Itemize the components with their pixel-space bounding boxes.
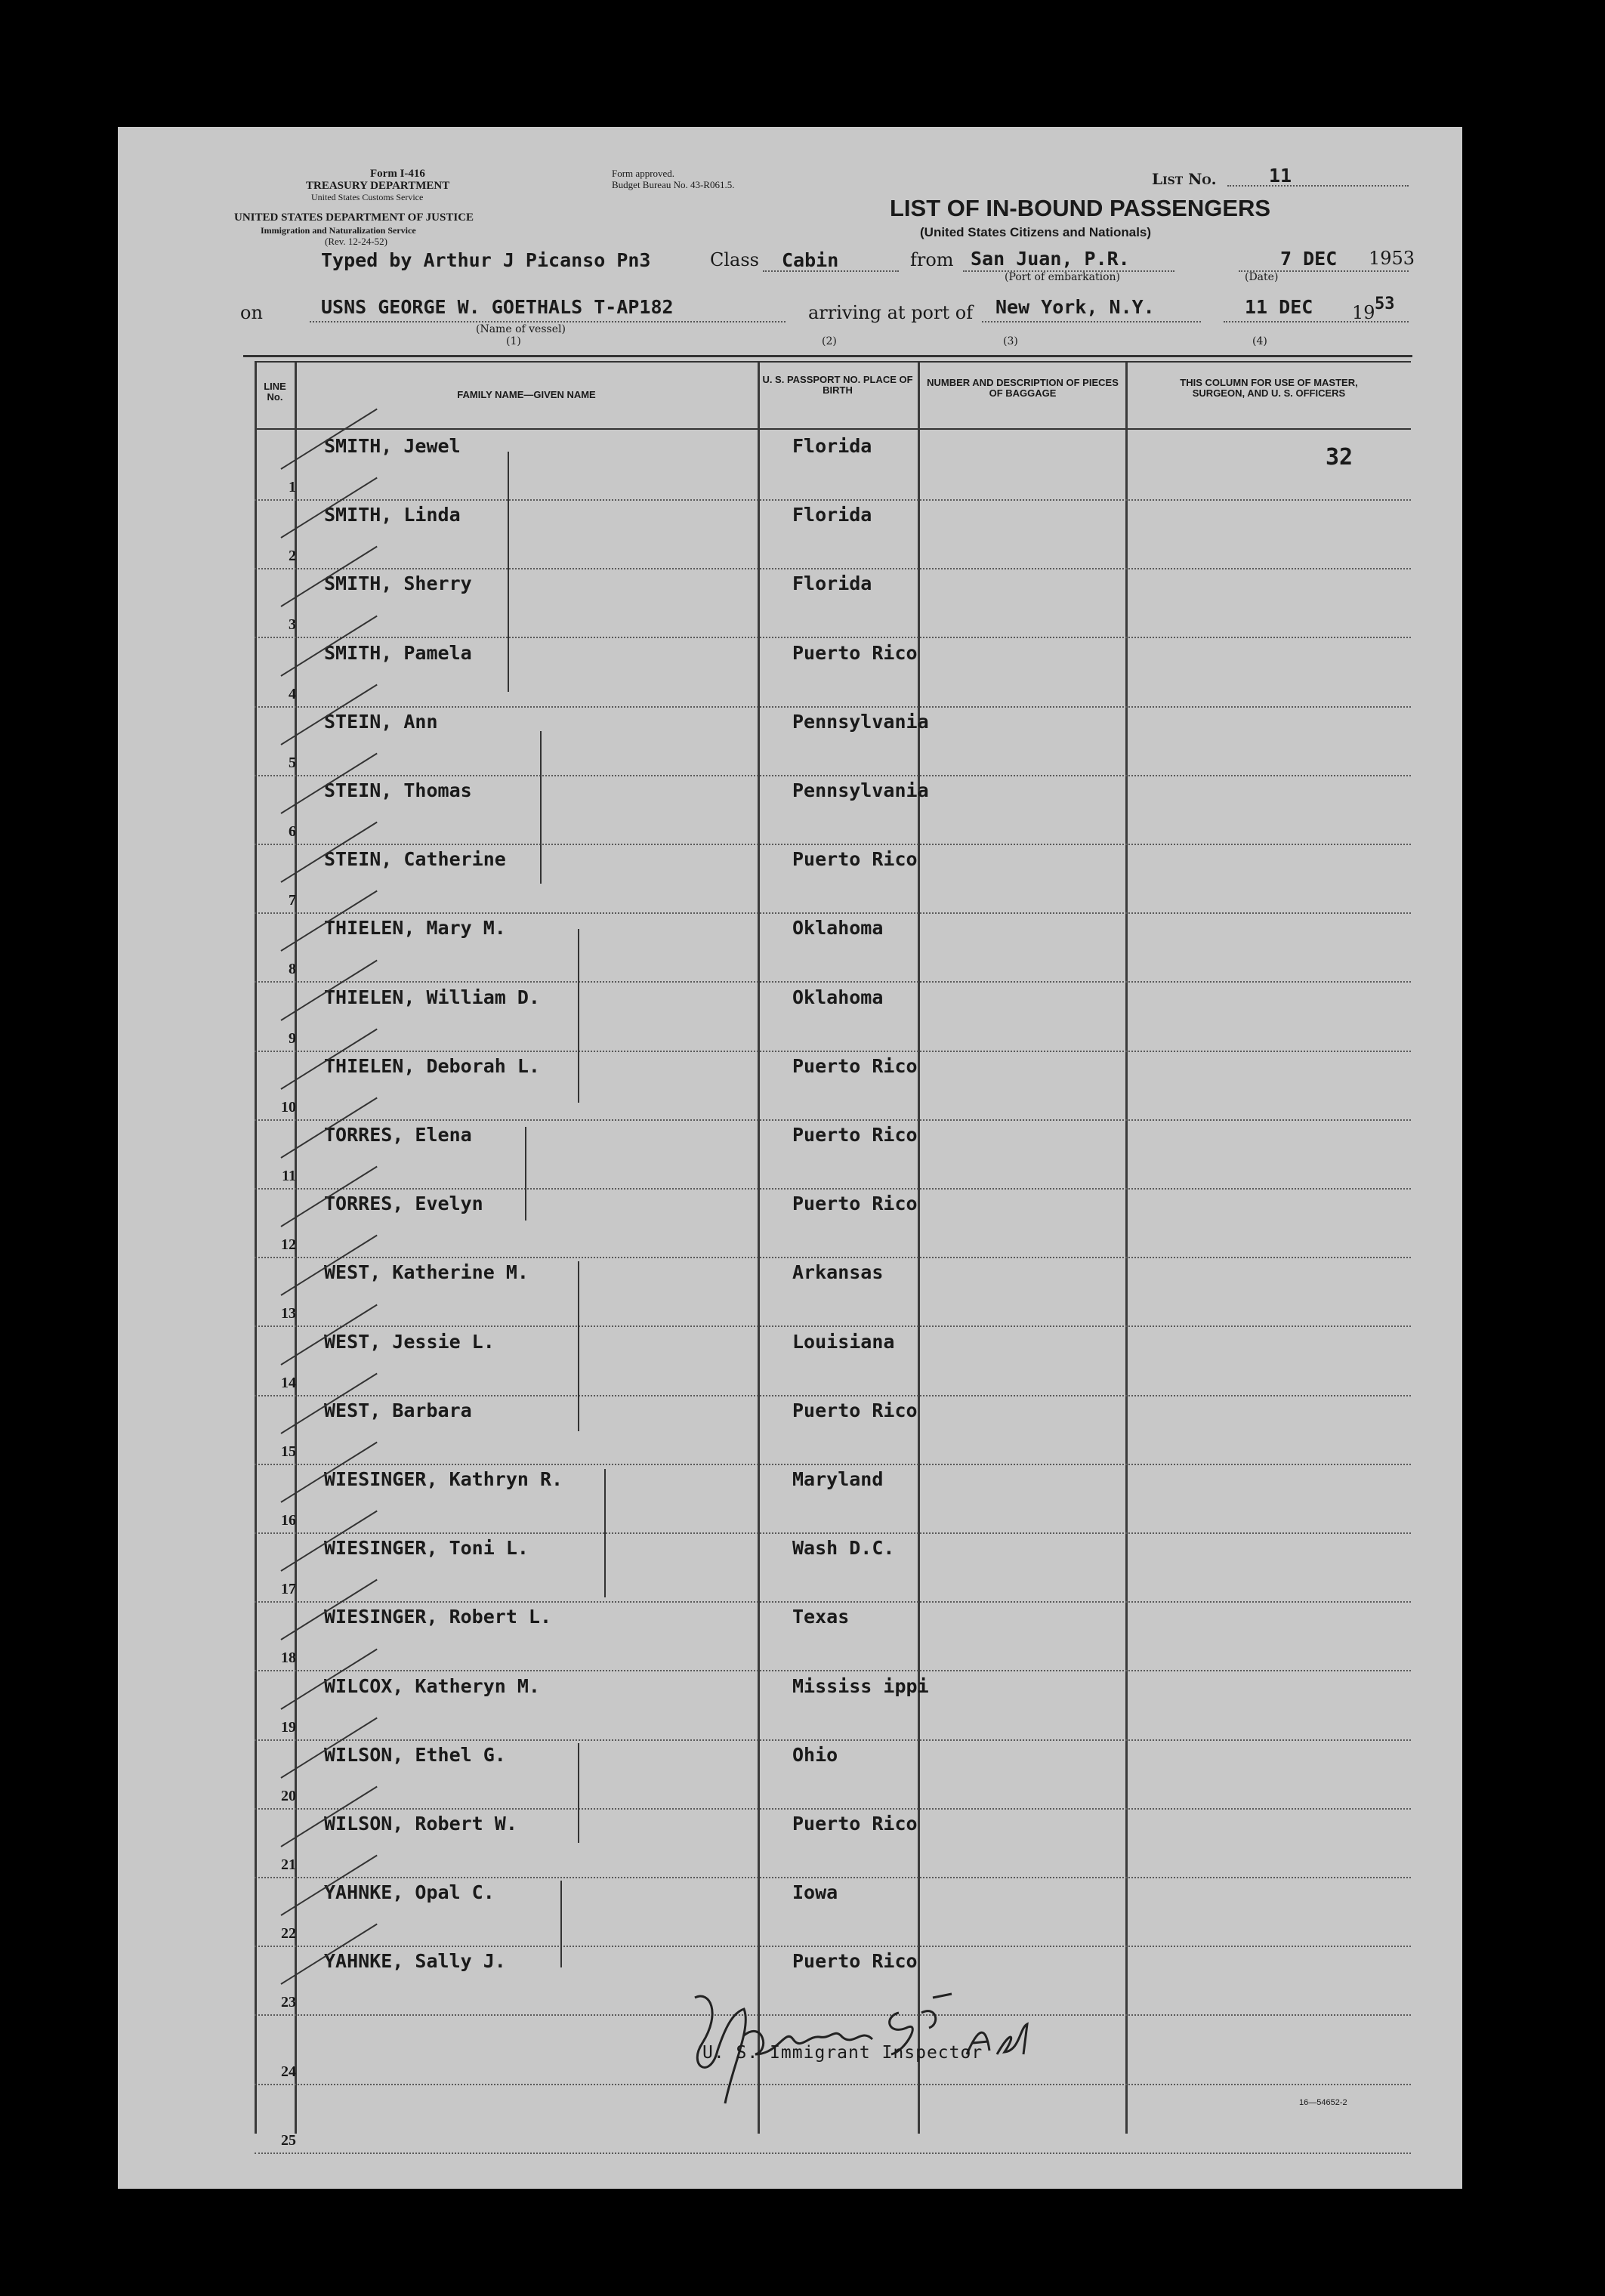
passenger-name: SMITH, Pamela bbox=[324, 641, 472, 664]
passenger-name: YAHNKE, Opal C. bbox=[324, 1881, 495, 1904]
place-of-birth: Pennsylvania bbox=[792, 710, 929, 733]
line-number: 9 bbox=[289, 1029, 296, 1047]
class-label: Class bbox=[710, 249, 759, 270]
line-number: 15 bbox=[281, 1443, 296, 1460]
col-header-baggage: NUMBER AND DESCRIPTION OF PIECES OF BAGGAGE bbox=[927, 377, 1119, 399]
place-of-birth: Pennsylvania bbox=[792, 779, 929, 801]
inspector-caption: U. S. Immigrant Inspector bbox=[702, 2043, 983, 2063]
passenger-name: SMITH, Jewel bbox=[324, 435, 461, 457]
table-row bbox=[255, 1465, 1411, 1534]
place-of-birth: Arkansas bbox=[792, 1261, 884, 1284]
on-label: on bbox=[240, 302, 263, 323]
ins-title: Immigration and Naturalization Service bbox=[261, 225, 416, 236]
place-of-birth: Mississ ippi bbox=[792, 1674, 929, 1697]
passenger-name: WILSON, Ethel G. bbox=[324, 1743, 506, 1766]
col-header-name: FAMILY NAME—GIVEN NAME bbox=[457, 389, 596, 400]
arrival-port: New York, N.Y. bbox=[995, 296, 1155, 318]
line-number: 19 bbox=[281, 1718, 296, 1736]
place-of-birth: Puerto Rico bbox=[792, 1399, 918, 1421]
place-of-birth: Puerto Rico bbox=[792, 641, 918, 664]
passenger-name: STEIN, Ann bbox=[324, 710, 438, 733]
line-number: 20 bbox=[281, 1787, 296, 1804]
col-header-officers: THIS COLUMN FOR USE OF MASTER, SURGEON, AND U. S. OFFICERS bbox=[1180, 377, 1358, 399]
typist: Typed by Arthur J Picanso Pn3 bbox=[321, 249, 651, 271]
table-row bbox=[255, 914, 1411, 983]
table-row bbox=[255, 1258, 1411, 1327]
table-row bbox=[255, 501, 1411, 569]
line-number: 17 bbox=[281, 1581, 296, 1598]
table-row bbox=[255, 1121, 1411, 1190]
vessel-caption: (Name of vessel) bbox=[476, 323, 566, 335]
place-of-birth: Iowa bbox=[792, 1881, 838, 1904]
embark-date: 7 DEC bbox=[1280, 248, 1338, 270]
passenger-name: THIELEN, Deborah L. bbox=[324, 1054, 540, 1077]
passenger-name: STEIN, Thomas bbox=[324, 779, 472, 801]
passenger-name: WEST, Katherine M. bbox=[324, 1261, 529, 1284]
family-bracket bbox=[540, 731, 542, 884]
table-row bbox=[255, 1741, 1411, 1810]
budget-bureau: Budget Bureau No. 43-R061.5. bbox=[612, 179, 735, 190]
treasury-dept: TREASURY DEPARTMENT bbox=[306, 180, 450, 192]
line-number: 24 bbox=[281, 2063, 296, 2080]
family-bracket bbox=[508, 452, 509, 692]
passenger-name: WEST, Jessie L. bbox=[324, 1330, 495, 1353]
form-number: Form I-416 bbox=[370, 168, 425, 180]
line-number: 1 bbox=[289, 479, 296, 495]
line-number: 5 bbox=[289, 754, 296, 771]
list-number: 11 bbox=[1269, 165, 1292, 187]
place-of-birth: Puerto Rico bbox=[792, 848, 918, 871]
line-number: 11 bbox=[282, 1168, 296, 1184]
family-bracket bbox=[578, 1261, 579, 1431]
customs-service: United States Customs Service bbox=[311, 192, 424, 202]
passenger-name: STEIN, Catherine bbox=[324, 848, 506, 871]
arrival-year-suffix: 53 bbox=[1375, 295, 1395, 313]
passenger-name: YAHNKE, Sally J. bbox=[324, 1950, 506, 1973]
family-bracket bbox=[604, 1469, 606, 1597]
passenger-name: WIESINGER, Toni L. bbox=[324, 1537, 529, 1560]
place-of-birth: Wash D.C. bbox=[792, 1537, 895, 1560]
table-row bbox=[255, 845, 1411, 914]
revision: (Rev. 12-24-52) bbox=[325, 236, 387, 247]
passenger-name: WILCOX, Katheryn M. bbox=[324, 1674, 540, 1697]
from-label: from bbox=[910, 249, 954, 270]
family-bracket bbox=[525, 1127, 526, 1221]
table-row bbox=[255, 1190, 1411, 1258]
form-code: 16—54652-2 bbox=[1299, 2098, 1347, 2107]
line-number: 12 bbox=[281, 1236, 296, 1254]
passenger-name: THIELEN, Mary M. bbox=[324, 917, 506, 940]
passenger-name: SMITH, Linda bbox=[324, 504, 461, 526]
place-of-birth: Puerto Rico bbox=[792, 1950, 918, 1973]
place-of-birth: Puerto Rico bbox=[792, 1813, 918, 1835]
place-of-birth: Texas bbox=[792, 1606, 850, 1628]
table-row bbox=[255, 432, 1411, 501]
table-row bbox=[255, 1878, 1411, 1947]
place-of-birth: Puerto Rico bbox=[792, 1124, 918, 1146]
passenger-name: WILSON, Robert W. bbox=[324, 1813, 517, 1835]
class-value: Cabin bbox=[782, 249, 839, 271]
line-number: 4 bbox=[289, 685, 296, 702]
port-caption: (Port of embarkation) bbox=[1005, 271, 1120, 283]
line-number: 7 bbox=[289, 892, 296, 909]
table-row bbox=[255, 708, 1411, 776]
caption-2: (2) bbox=[822, 335, 837, 347]
line-number: 22 bbox=[281, 1925, 296, 1943]
line-number: 14 bbox=[281, 1374, 296, 1391]
vessel-name: USNS GEORGE W. GOETHALS T-AP182 bbox=[321, 296, 674, 318]
place-of-birth: Oklahoma bbox=[792, 917, 884, 940]
line-number: 3 bbox=[289, 616, 296, 634]
table-row bbox=[255, 639, 1411, 708]
place-of-birth: Florida bbox=[792, 435, 872, 457]
table-row bbox=[255, 1534, 1411, 1603]
place-of-birth: Louisiana bbox=[792, 1330, 895, 1353]
table-row bbox=[255, 1672, 1411, 1741]
table-row bbox=[255, 1052, 1411, 1121]
officer-note: 32 bbox=[1326, 444, 1353, 471]
line-number: 10 bbox=[281, 1098, 296, 1116]
place-of-birth: Puerto Rico bbox=[792, 1193, 918, 1215]
family-bracket bbox=[578, 929, 579, 1103]
place-of-birth: Oklahoma bbox=[792, 986, 884, 1008]
col-header-passport: U. S. PASSPORT NO. PLACE OF BIRTH bbox=[762, 374, 913, 396]
family-bracket bbox=[578, 1743, 579, 1843]
line-number: 16 bbox=[281, 1512, 296, 1529]
arriving-label: arriving at port of bbox=[808, 302, 974, 323]
approval-note: Form approved. bbox=[612, 168, 675, 179]
passenger-name: WEST, Barbara bbox=[324, 1399, 472, 1421]
line-number: 23 bbox=[281, 1994, 296, 2011]
passenger-name: TORRES, Evelyn bbox=[324, 1193, 483, 1215]
table-row bbox=[255, 776, 1411, 845]
place-of-birth: Maryland bbox=[792, 1468, 884, 1490]
place-of-birth: Ohio bbox=[792, 1743, 838, 1766]
line-number: 2 bbox=[289, 548, 296, 565]
table-row bbox=[255, 1328, 1411, 1396]
caption-4: (4) bbox=[1252, 335, 1267, 347]
arrival-year-prefix: 19 bbox=[1352, 302, 1375, 323]
list-label: List No. bbox=[1152, 170, 1217, 188]
page-title: LIST OF IN-BOUND PASSENGERS bbox=[890, 195, 1271, 221]
line-number: 18 bbox=[281, 1649, 296, 1667]
arrival-date: 11 DEC bbox=[1245, 296, 1313, 318]
table-row bbox=[255, 1603, 1411, 1671]
line-number: 6 bbox=[289, 823, 296, 840]
passenger-name: THIELEN, William D. bbox=[324, 986, 540, 1008]
family-bracket bbox=[560, 1881, 562, 1967]
passenger-name: SMITH, Sherry bbox=[324, 572, 472, 595]
table-row bbox=[255, 1396, 1411, 1465]
embark-year: 1953 bbox=[1369, 248, 1415, 269]
place-of-birth: Puerto Rico bbox=[792, 1054, 918, 1077]
place-of-birth: Florida bbox=[792, 504, 872, 526]
table-row bbox=[255, 569, 1411, 638]
caption-3: (3) bbox=[1003, 335, 1018, 347]
doj-title: UNITED STATES DEPARTMENT OF JUSTICE bbox=[234, 211, 474, 224]
page-subtitle: (United States Citizens and Nationals) bbox=[920, 225, 1152, 239]
passenger-name: WIESINGER, Kathryn R. bbox=[324, 1468, 563, 1490]
table-row bbox=[255, 1810, 1411, 1878]
place-of-birth: Florida bbox=[792, 572, 872, 595]
date-caption: (Date) bbox=[1245, 271, 1279, 283]
passenger-name: TORRES, Elena bbox=[324, 1124, 472, 1146]
caption-1: (1) bbox=[506, 335, 521, 347]
line-number: 25 bbox=[281, 2131, 296, 2149]
line-number: 13 bbox=[281, 1305, 296, 1322]
table-row bbox=[255, 983, 1411, 1052]
line-number: 21 bbox=[281, 1856, 296, 1873]
col-header-line: LINE No. bbox=[264, 381, 286, 403]
line-number: 8 bbox=[289, 961, 296, 978]
passenger-name: WIESINGER, Robert L. bbox=[324, 1606, 552, 1628]
port-of-embarkation: San Juan, P.R. bbox=[971, 248, 1130, 270]
